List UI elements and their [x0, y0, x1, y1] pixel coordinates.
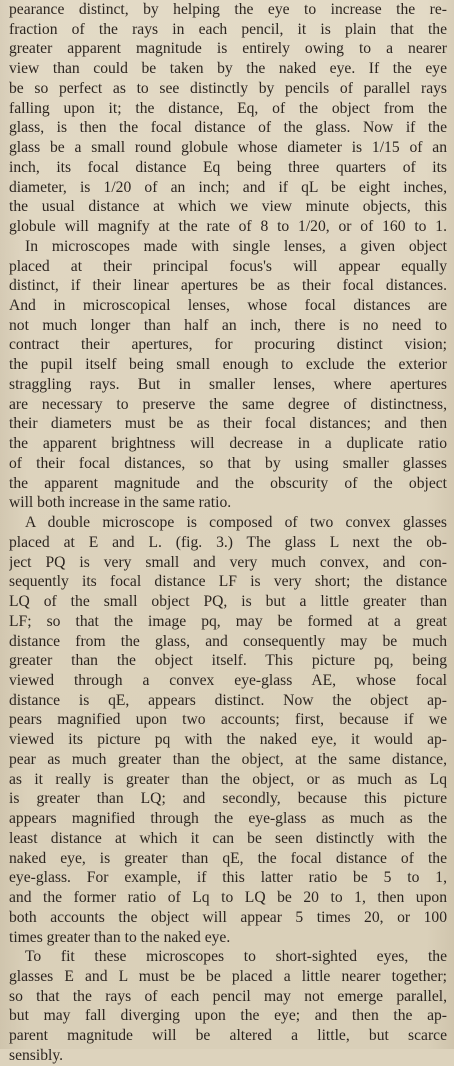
text-line: distance is qE, appears distinct. Now the object ap-	[9, 691, 447, 709]
text-line: pear as much greater than the object, at the same distance,	[9, 750, 447, 768]
text-line: of their focal distances, so that by using smaller glasses	[9, 454, 447, 472]
text-line: falling upon it; the distance, Eq, of the object from the	[9, 99, 447, 117]
text-line: sensibly.	[9, 1046, 63, 1064]
paragraph-2	[9, 237, 447, 513]
text-line: the apparent magnitude and the obscurity of the object	[9, 474, 447, 492]
text-line: And in microscopical lenses, whose focal distances are	[9, 297, 447, 315]
text-line: contract their apertures, for procuring distinct vision;	[9, 336, 447, 354]
text-line: and the former ratio of Lq to LQ be 20 to 1, then upon	[9, 889, 447, 907]
text-line: viewed its picture pq with the naked eye, it would ap-	[9, 731, 447, 749]
text-line: parent magnitude will be altered a little, but scarce	[9, 1027, 447, 1045]
text-line: globule will magnify at the rate of 8 to 1/20, or of 160 to 1.	[9, 218, 447, 236]
text-line: glass, is then the focal distance of the glass. Now if the	[9, 119, 447, 137]
text-line: viewed through a convex eye-glass AE, whose focal	[9, 671, 447, 689]
text-line: the usual distance at which we view minute objects, this	[9, 198, 447, 216]
text-line: glasses E and L must be be placed a little nearer together;	[9, 967, 447, 985]
text-line: pears magnified upon two accounts; first, because if we	[9, 711, 447, 729]
text-line: placed at E and L. (fig. 3.) The glass L next the ob-	[9, 533, 447, 551]
text-line: In microscopes made with single lenses, a given object	[25, 237, 447, 255]
text-line: pearance distinct, by helping the eye to increase the re-	[9, 1, 447, 18]
text-line: greater apparent magnitude is entirely owing to a nearer	[9, 40, 447, 58]
text-line: not much longer than half an inch, there is no need to	[9, 316, 447, 334]
text-line: LQ of the small object PQ, is but a little greater than	[9, 593, 447, 611]
paragraph-1	[9, 0, 447, 237]
text-line: sequently its focal distance LF is very short; the distance	[9, 573, 447, 591]
text-line: are necessary to preserve the same degree of distinctness,	[9, 395, 447, 413]
text-line: their diameters must be as their focal distances; and then	[9, 415, 447, 433]
text-line: straggling rays. But in smaller lenses, where apertures	[9, 375, 447, 393]
text-line: diameter, is 1/20 of an inch; and if qL be eight inches,	[9, 178, 447, 196]
text-line: will both increase in the same ratio.	[9, 494, 232, 512]
text-line: least distance at which it can be seen distinctly with the	[9, 829, 447, 847]
text-line: be so perfect as to see distinctly by pencils of parallel rays	[9, 79, 447, 97]
text-line: eye-glass. For example, if this latter ratio be 5 to 1,	[9, 869, 447, 887]
text-line: view than could be taken by the naked eye. If the eye	[9, 60, 447, 78]
text-line: is greater than LQ; and secondly, because this picture	[9, 790, 447, 808]
text-line: appears magnified through the eye-glass as much as the	[9, 810, 447, 828]
text-line: both accounts the object will appear 5 times 20, or 100	[9, 908, 447, 926]
text-line: To fit these microscopes to short-sighted eyes, the	[25, 948, 447, 966]
text-line: the apparent brightness will decrease in a duplicate ratio	[9, 435, 447, 453]
body-text	[9, 0, 447, 1066]
text-line: fraction of the rays in each pencil, it is plain that the	[9, 20, 447, 38]
text-line: the pupil itself being small enough to exclude the exterior	[9, 356, 447, 374]
paragraph-3	[9, 513, 447, 947]
text-line: placed at their principal focus's will appear equally	[9, 257, 447, 275]
text-line: A double microscope is composed of two convex glasses	[25, 514, 447, 532]
text-line: glass be a small round globule whose diameter is 1/15 of an	[9, 139, 447, 157]
text-line: so that the rays of each pencil may not emerge parallel,	[9, 987, 447, 1005]
text-line: greater than the object itself. This picture pq, being	[9, 652, 447, 670]
text-line: as it really is greater than the object, or as much as Lq	[9, 770, 447, 788]
text-line: ject PQ is very small and very much convex, and con-	[9, 553, 447, 571]
text-line: but may fall diverging upon the eye; and then the ap-	[9, 1007, 447, 1025]
text-line: distinct, if their linear apertures be as their focal distances.	[9, 277, 447, 295]
text-line: inch, its focal distance Eq being three quarters of its	[9, 158, 447, 176]
text-line: naked eye, is greater than qE, the focal distance of the	[9, 849, 447, 867]
paragraph-4	[9, 947, 447, 1065]
text-line: LF; so that the image pq, may be formed at a great	[9, 612, 447, 630]
text-line: distance from the glass, and consequently may be much	[9, 632, 447, 650]
text-line: times greater than to the naked eye.	[9, 928, 231, 946]
